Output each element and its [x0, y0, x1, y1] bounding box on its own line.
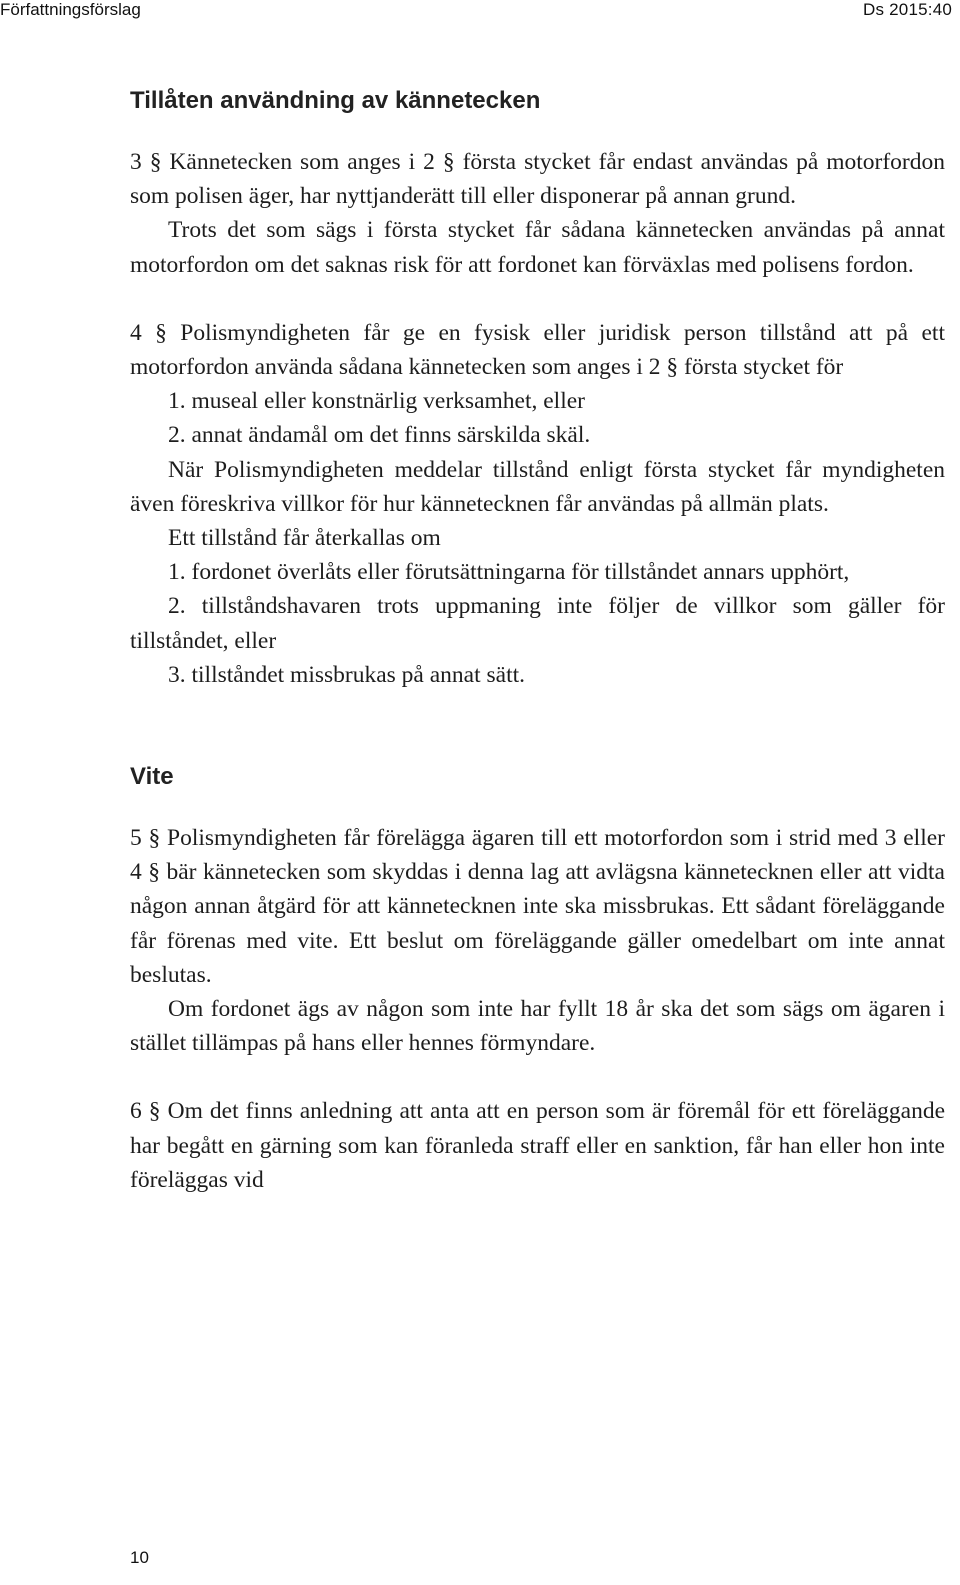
paragraph-6-1: 6 § Om det finns anledning att anta att en person som är föremål för ett föreläggande har begått en gärning som kan föranleda straff eller en sanktion, får han eller hon inte föreläggas vid — [130, 1098, 945, 1193]
list-item-4-1: 1. museal eller konstnärlig verksamhet, eller — [168, 388, 585, 415]
paragraph-5-2: Om fordonet ägs av någon som inte har fyllt 18 år ska det som sägs om ägaren i stället tillämpas på hans eller hennes förmyndare. — [130, 996, 945, 1057]
paragraph-4-2: När Polismyndigheten meddelar tillstånd enligt första stycket får myndigheten även föreskriva villkor för hur kännetecknen får användas på allmän plats. — [130, 456, 945, 517]
paragraph-4-3: Ett tillstånd får återkallas om — [168, 525, 441, 552]
list-item-4-3: 1. fordonet överlåts eller förutsättningarna för tillståndet annars upphört, — [168, 559, 850, 586]
paragraph-5-1: 5 § Polismyndigheten får förelägga ägaren till ett motorfordon som i strid med 3 eller 4 § bär kännetecken som skyddas i denna lag att avlägsna kännetecknen eller att vidta någon annan åtgärd för att kännetecknen inte ska missbrukas. Ett sådant föreläggande får förenas med vite. Ett beslut om föreläggande gäller omedelbart om inte annat beslutas. — [130, 825, 945, 988]
header-left-title: Författningsförslag — [0, 0, 141, 19]
paragraph-3-2: Trots det som sägs i första stycket får sådana kännetecken användas på annat motorfordon om det saknas risk för att fordonet kan förväxlas med polisens fordon. — [130, 217, 945, 278]
list-item-4-4: 2. tillståndshavaren trots uppmaning inte följer de villkor som gäller för tillståndet, eller — [130, 593, 945, 654]
list-item-4-2: 2. annat ändamål om det finns särskilda skäl. — [168, 422, 591, 449]
paragraph-4-1: 4 § Polismyndigheten får ge en fysisk eller juridisk person tillstånd att på ett motorfordon använda sådana kännetecken som anges i 2 § första stycket för — [130, 319, 945, 381]
section-heading-vite: Vite — [130, 763, 174, 791]
paragraph-3-1: 3 § Kännetecken som anges i 2 § första stycket får endast användas på motorfordon som polisen äger, har nyttjanderätt till eller disponerar på annan grund. — [130, 149, 945, 210]
section-heading-permitted-use: Tillåten användning av kännetecken — [130, 87, 541, 114]
page-number: 10 — [130, 1548, 149, 1567]
document-body — [130, 84, 945, 1197]
list-item-4-5: 3. tillståndet missbrukas på annat sätt. — [168, 661, 526, 688]
header-document-id: Ds 2015:40 — [863, 0, 952, 19]
running-header — [0, 0, 960, 26]
